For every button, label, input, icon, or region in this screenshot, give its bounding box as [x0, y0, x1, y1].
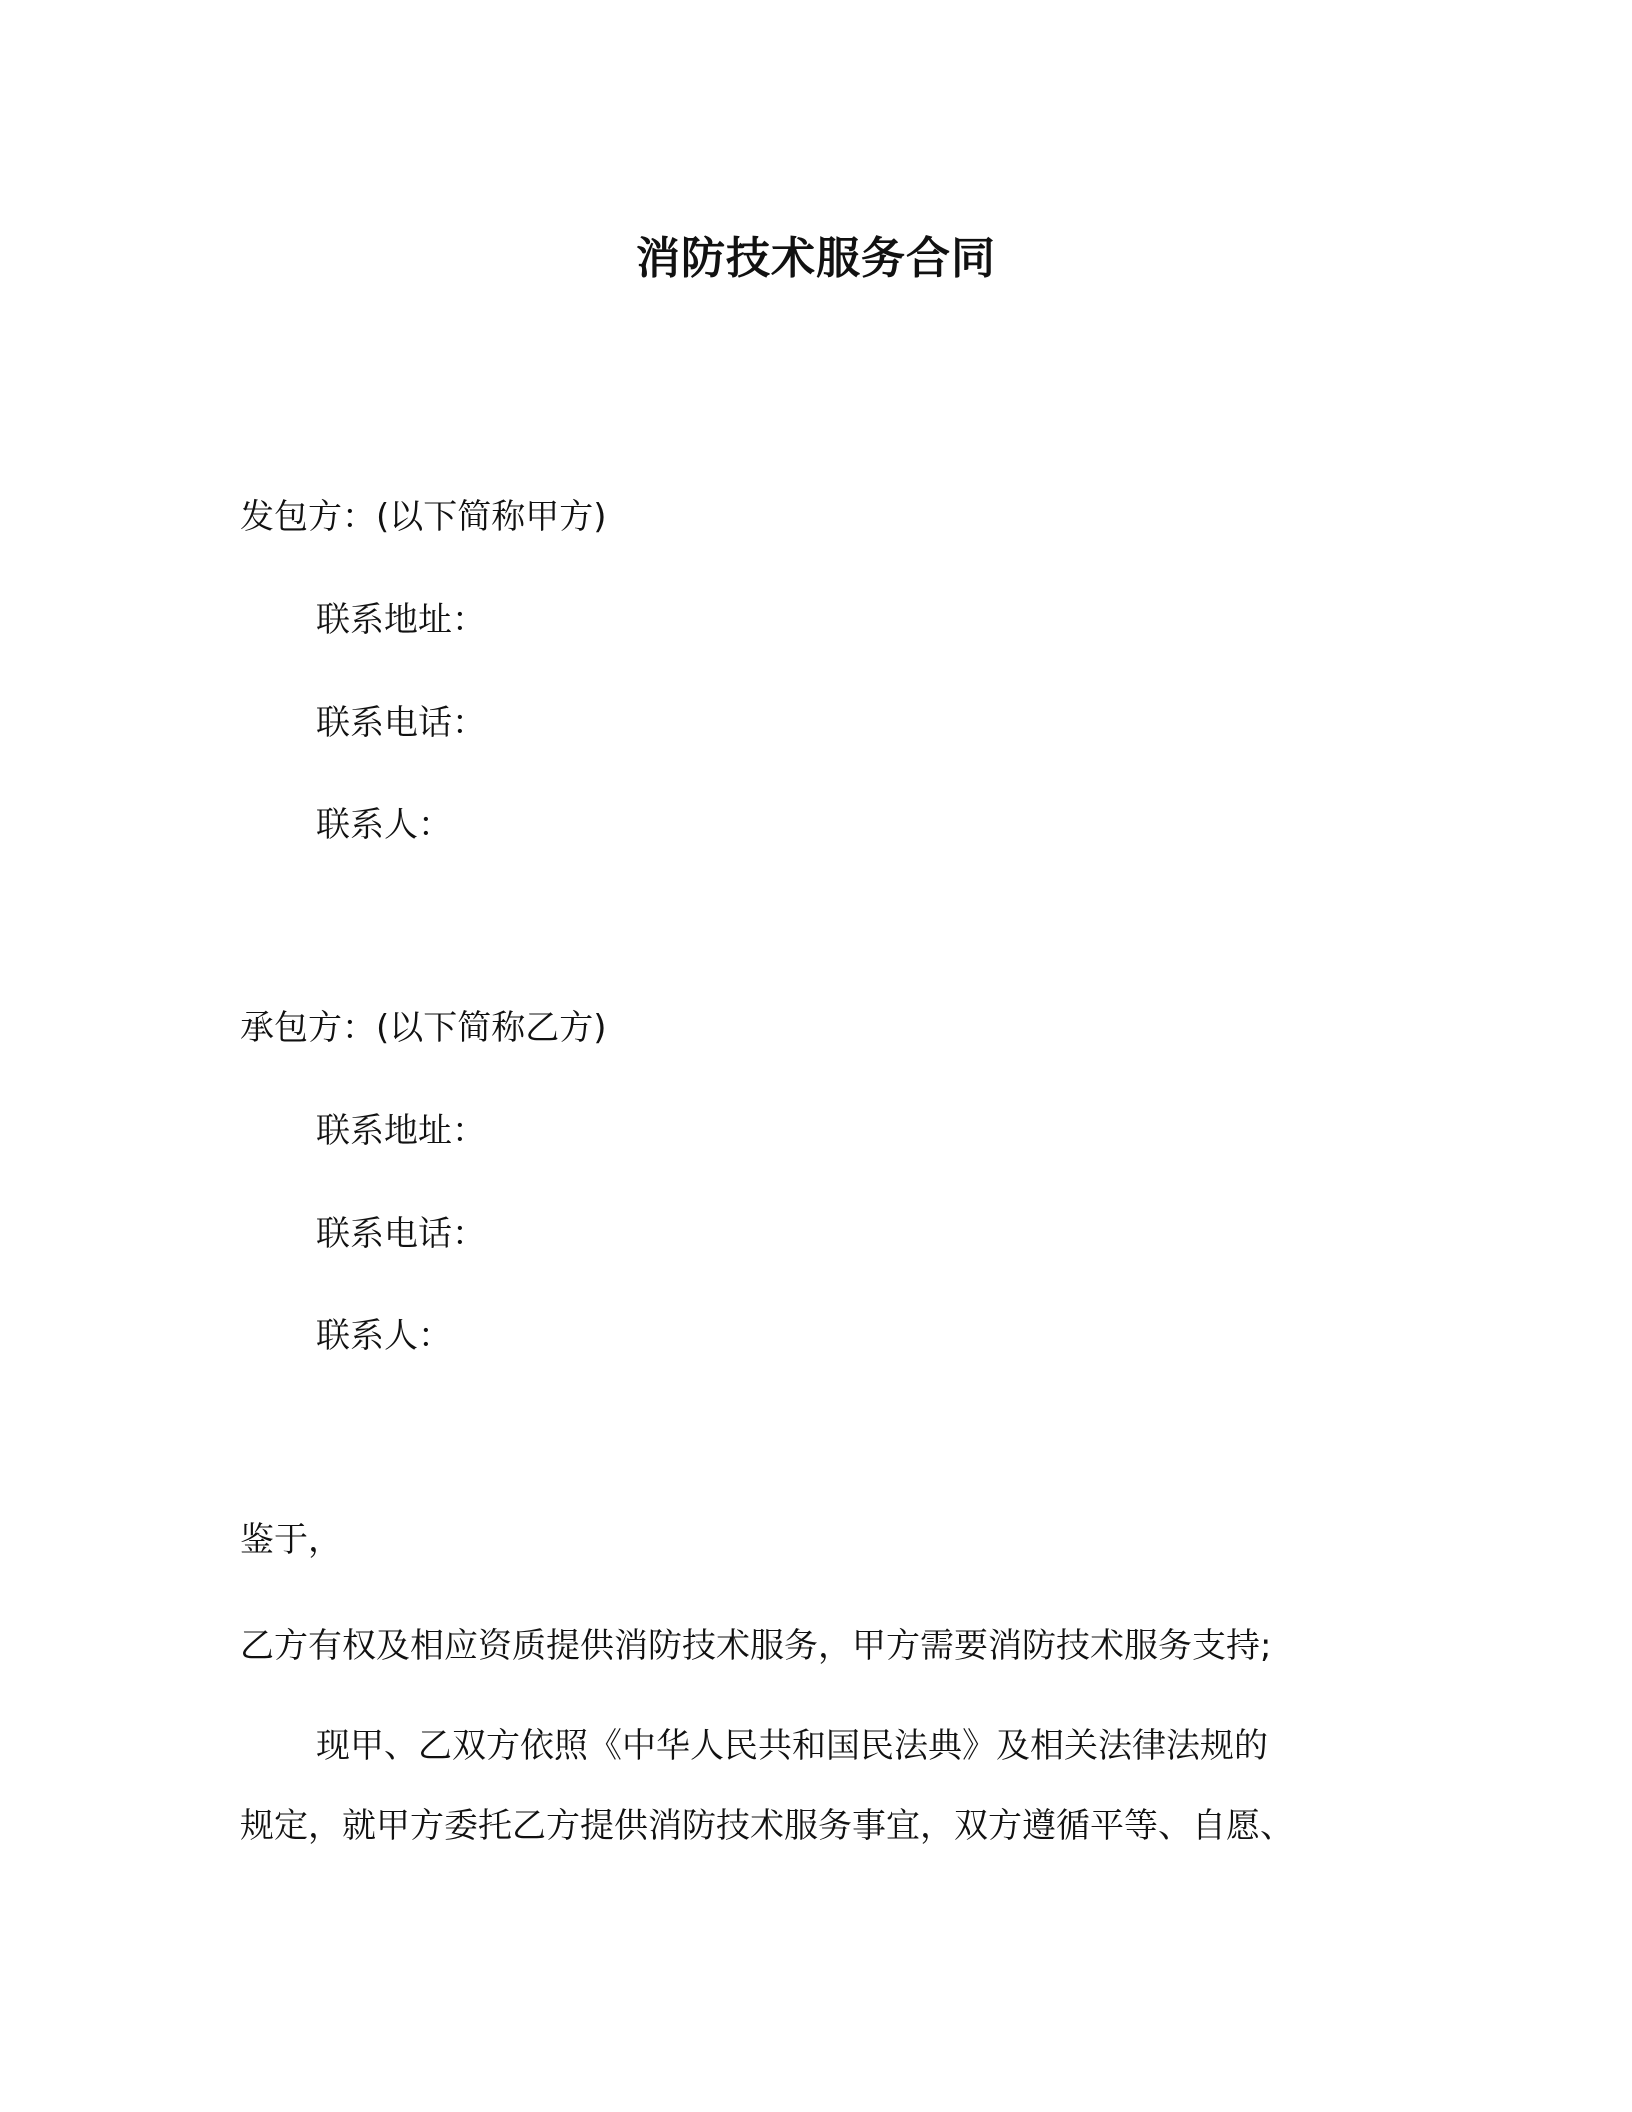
party-b-contact-label: 联系人：	[316, 1316, 452, 1356]
party-a-address-label: 联系地址：	[316, 600, 486, 640]
document-title: 消防技术服务合同	[636, 233, 996, 284]
party-a-contact-label: 联系人：	[316, 805, 452, 845]
recital-line-2: 现甲、乙双方依照《中华人民共和国民法典》及相关法律法规的	[316, 1726, 1268, 1766]
recital-line-1: 乙方有权及相应资质提供消防技术服务，甲方需要消防技术服务支持;	[240, 1626, 1272, 1666]
recital-line-3: 规定，就甲方委托乙方提供消防技术服务事宜，双方遵循平等、自愿、	[240, 1806, 1294, 1846]
party-a-heading: 发包方：(以下简称甲方)	[240, 497, 607, 537]
party-b-heading: 承包方：(以下简称乙方)	[240, 1008, 607, 1048]
party-b-address-label: 联系地址：	[316, 1111, 486, 1151]
party-b-phone-label: 联系电话：	[316, 1214, 486, 1254]
recital-whereas: 鉴于，	[240, 1520, 342, 1560]
party-a-phone-label: 联系电话：	[316, 703, 486, 743]
